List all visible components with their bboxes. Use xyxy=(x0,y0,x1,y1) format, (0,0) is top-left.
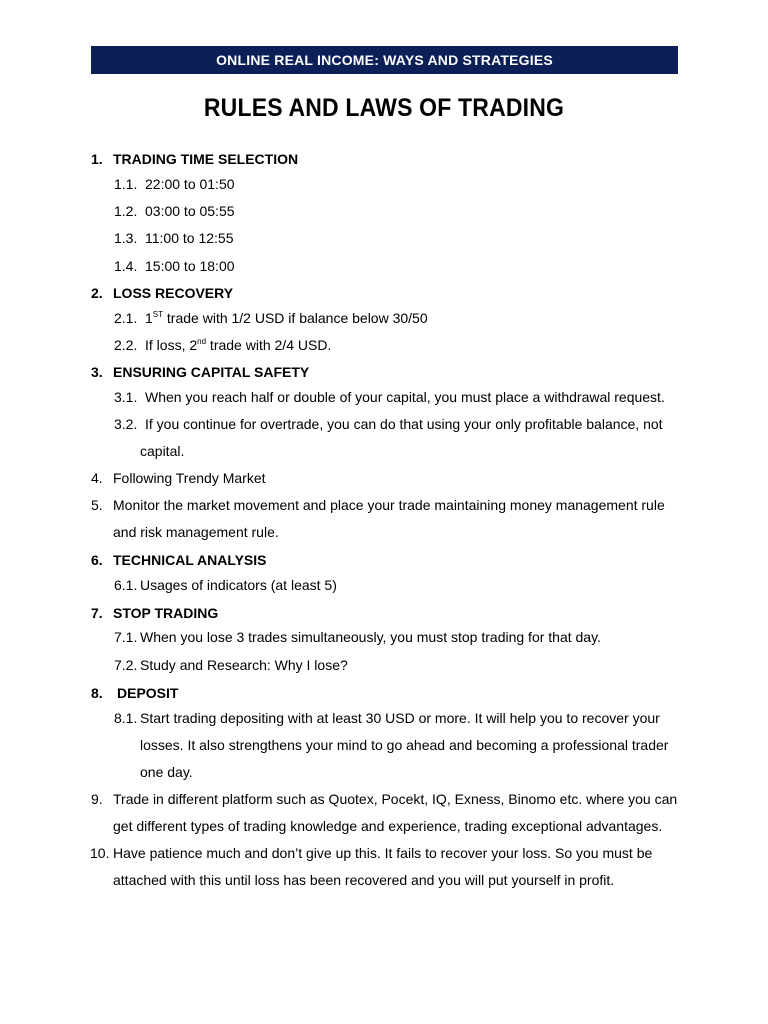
item-text-line-2: and risk management rule. xyxy=(113,524,279,540)
item-number: 1.1. xyxy=(114,176,138,192)
section-heading-text: TRADING TIME SELECTION xyxy=(113,151,299,167)
item-text xyxy=(145,309,428,327)
item-text-post: trade with 1/2 USD if balance below 30/50 xyxy=(163,310,428,326)
superscript: nd xyxy=(197,337,207,346)
item-number: 1.2. xyxy=(114,203,138,219)
item-number: 3.1. xyxy=(114,389,138,405)
page-title: RULES AND LAWS OF TRADING xyxy=(203,94,565,122)
item-text: Study and Research: Why I lose? xyxy=(140,657,348,673)
item-number: 3.2. xyxy=(114,416,138,432)
item-number: 9. xyxy=(91,791,103,807)
header-banner: ONLINE REAL INCOME: WAYS AND STRATEGIES xyxy=(91,46,678,74)
section-heading-text: STOP TRADING xyxy=(113,605,219,621)
item-text: Following Trendy Market xyxy=(113,470,266,486)
item-number: 8.1. xyxy=(114,710,138,726)
section-number: 2. xyxy=(91,285,103,301)
item-text: 03:00 to 05:55 xyxy=(145,203,235,219)
item-number: 5. xyxy=(91,497,103,513)
item-text: When you reach half or double of your capital, you must place a withdrawal request. xyxy=(145,389,665,405)
section-number: 3. xyxy=(91,364,103,380)
item-text-line-1: Start trading depositing with at least 30 USD or more. It will help you to recover your xyxy=(140,710,660,726)
item-text-pre: If loss, 2 xyxy=(145,337,198,353)
section-number: 7. xyxy=(91,605,103,621)
item-number: 7.2. xyxy=(114,657,138,673)
item-text: Usages of indicators (at least 5) xyxy=(140,577,337,593)
superscript: ST xyxy=(152,310,164,319)
item-text-line-2: get different types of trading knowledge and experience, trading exceptional advantages. xyxy=(113,818,663,834)
item-text: 11:00 to 12:55 xyxy=(145,230,234,246)
item-number: 10. xyxy=(90,845,110,861)
item-text-line-3: one day. xyxy=(140,764,193,780)
item-text-line-1: Monitor the market movement and place your trade maintaining money management rule xyxy=(113,497,665,513)
item-number: 6.1. xyxy=(114,577,138,593)
section-heading-text: ENSURING CAPITAL SAFETY xyxy=(113,364,310,380)
item-text-line-1: Trade in different platform such as Quotex, Pocekt, IQ, Exness, Binomo etc. where you can xyxy=(113,791,678,807)
item-text-line-2: losses. It also strengthens your mind to go ahead and becoming a professional trader xyxy=(140,737,669,753)
item-text xyxy=(145,336,331,354)
item-number: 7.1. xyxy=(114,629,138,645)
item-text-line-1: Have patience much and don’t give up this. It fails to recover your loss. So you must be xyxy=(113,845,653,861)
section-number: 1. xyxy=(91,151,103,167)
item-number: 4. xyxy=(91,470,103,486)
item-text-line-2: capital. xyxy=(140,443,185,459)
item-text-line-1: If you continue for overtrade, you can do that using your only profitable balance, not xyxy=(145,416,663,432)
section-heading-text: DEPOSIT xyxy=(117,685,179,701)
item-text: When you lose 3 trades simultaneously, you must stop trading for that day. xyxy=(140,629,601,645)
section-heading-text: TECHNICAL ANALYSIS xyxy=(113,552,267,568)
item-number: 1.4. xyxy=(114,258,138,274)
item-text-line-2: attached with this until loss has been recovered and you will put yourself in profit. xyxy=(113,872,615,888)
item-number: 2.1. xyxy=(114,310,138,326)
section-number: 6. xyxy=(91,552,103,568)
item-text-pre: 1 xyxy=(145,310,153,326)
item-text: 15:00 to 18:00 xyxy=(145,258,235,274)
item-text-post: trade with 2/4 USD. xyxy=(206,337,332,353)
item-number: 2.2. xyxy=(114,337,138,353)
item-text: 22:00 to 01:50 xyxy=(145,176,235,192)
item-number: 1.3. xyxy=(114,230,138,246)
section-heading-text: LOSS RECOVERY xyxy=(113,285,234,301)
section-number: 8. xyxy=(91,685,103,701)
